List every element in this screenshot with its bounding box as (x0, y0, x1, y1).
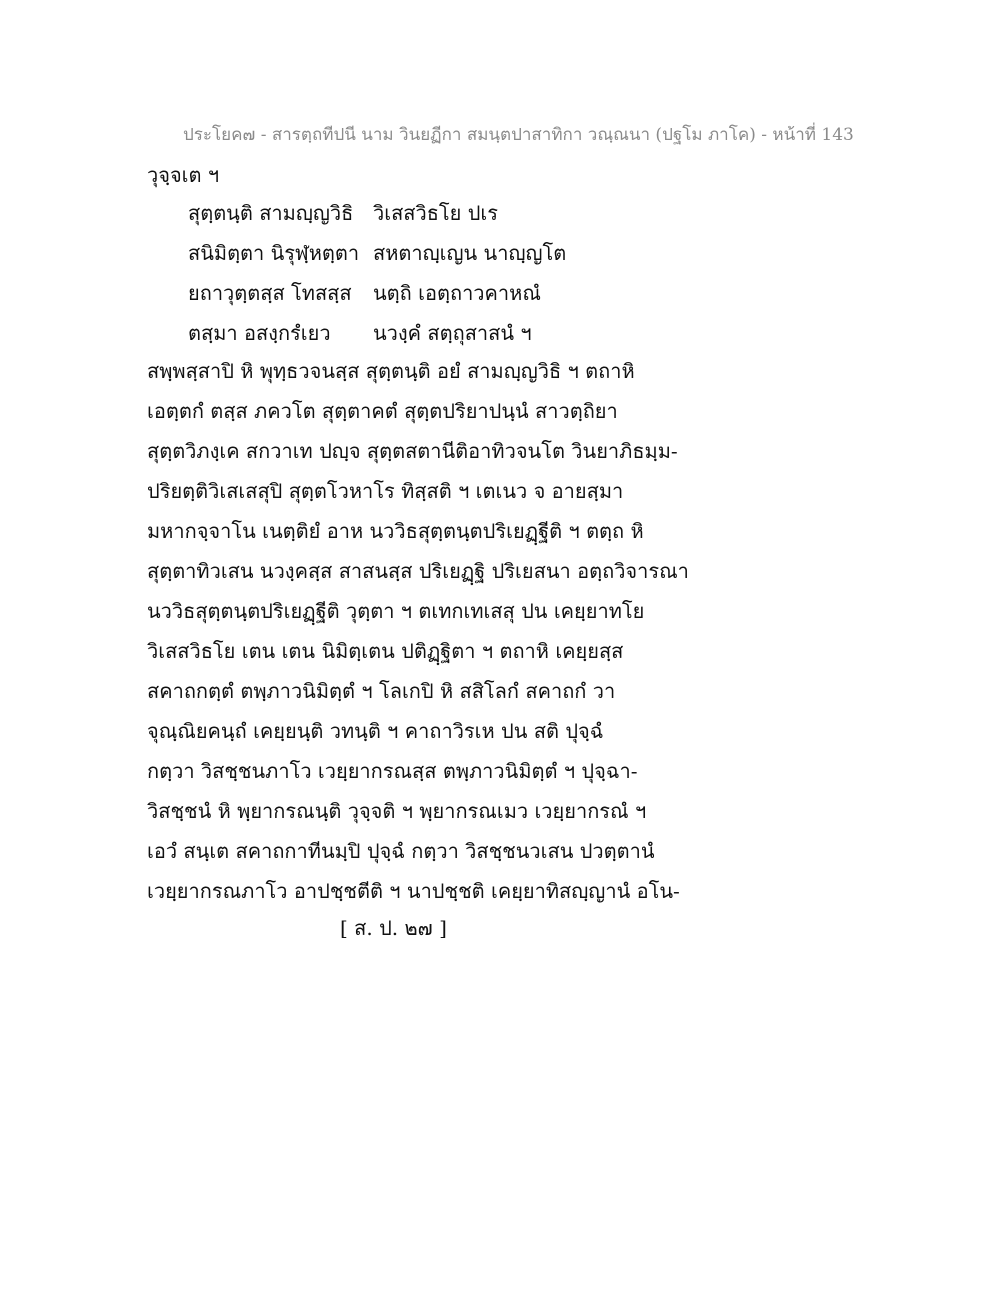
prose-paragraph (147, 356, 847, 916)
verse-first-half: สนิมิตฺตา นิรุฬฺหตฺตา (188, 241, 360, 265)
prose-line: สุตฺตาทิวเสน นวงฺคสฺส สาสนสฺส ปริเยฏฺฐิ ปริเยสนา อตฺถวิจารณา (147, 559, 689, 583)
verse-second-half: วิเสสวิธโย ปเร (373, 201, 499, 225)
prose-line: วิสชฺชนํ หิ พฺยากรณนฺติ วุจฺจติ ฯ พฺยากรณเมว เวยฺยากรณํ ฯ (147, 799, 647, 823)
prose-line: ปริยตฺติวิเสเสสุปิ สุตฺตโวหาโร ทิสฺสติ ฯ เตเนว จ อายสฺมา (147, 479, 624, 503)
prose-line: เวยฺยากรณภาโว อาปชฺชตีติ ฯ นาปชฺชติ เคยฺยาทิสญฺญานํ อโน- (147, 879, 680, 903)
prose-line: นววิธสุตฺตนฺตปริเยฏฺฐีติ วุตฺตา ฯ ตเทกเทเสสุ ปน เคยฺยาทโย (147, 599, 645, 623)
running-header: ประโยค๗ - สารตฺถทีปนี นาม วินยฏีกา สมนฺตปาสาทิกา วณฺณนา (ปฐโม ภาโค) - หน้าที่ 143 (183, 125, 854, 145)
prose-line: กตฺวา วิสชฺชนภาโว เวยฺยากรณสฺส ตพฺภาวนิมิตฺตํ ฯ ปุจฺฉา- (147, 759, 638, 783)
prose-line: สพฺพสฺสาปิ หิ พุทฺธวจนสฺส สุตฺตนฺติ อยํ สามญฺญวิธิ ฯ ตถาหิ (147, 359, 635, 383)
verse-second-half: นวงฺคํ สตฺถุสาสนํ ฯ (373, 321, 532, 345)
prose-line: เอตฺตกํ ตสฺส ภควโต สุตฺตาคตํ สุตฺตปริยาปนฺนํ สาวตฺถิยา (147, 399, 618, 423)
verse-first-half: ตสฺมา อสงฺกรํเยว (188, 321, 331, 345)
prose-line: เอวํ สนฺเต สคาถกาทีนมฺปิ ปุจฺฉํ กตฺวา วิสชฺชนวเสน ปวตฺตานํ (147, 839, 655, 863)
verse-second-half: นตฺถิ เอตฺถาวคาหณํ (373, 281, 541, 305)
page-marker: [ ส. ป. ๒๗ ] (340, 916, 447, 940)
verse-first-half: ยถาวุตฺตสฺส โทสสฺส (188, 281, 352, 305)
verse-second-half: สหตาญฺเญน นาญฺญโต (373, 241, 567, 265)
continuation-line: วุจฺจเต ฯ (147, 163, 220, 187)
prose-line: สุตฺตวิภงฺเค สกวาเท ปญฺจ สุตฺตสตานีติอาทิวจนโต วินยาภิธมฺม- (147, 439, 678, 463)
prose-line: สคาถกตฺตํ ตพฺภาวนิมิตฺตํ ฯ โลเกปิ หิ สสิโลกํ สคาถกํ วา (147, 679, 616, 703)
prose-line: จุณฺณิยคนฺถํ เคยฺยนฺติ วทนฺติ ฯ คาถาวิรเห ปน สติ ปุจฺฉํ (147, 719, 604, 743)
prose-line: วิเสสวิธโย เตน เตน นิมิตฺเตน ปติฏฺฐิตา ฯ ตถาหิ เคยฺยสฺส (147, 639, 624, 663)
verse-first-half: สุตฺตนฺติ สามญฺญวิธิ (188, 201, 354, 225)
prose-line: มหากจฺจาโน เนตฺติยํ อาห นววิธสุตฺตนฺตปริเยฏฺฐีติ ฯ ตตฺถ หิ (147, 519, 644, 543)
